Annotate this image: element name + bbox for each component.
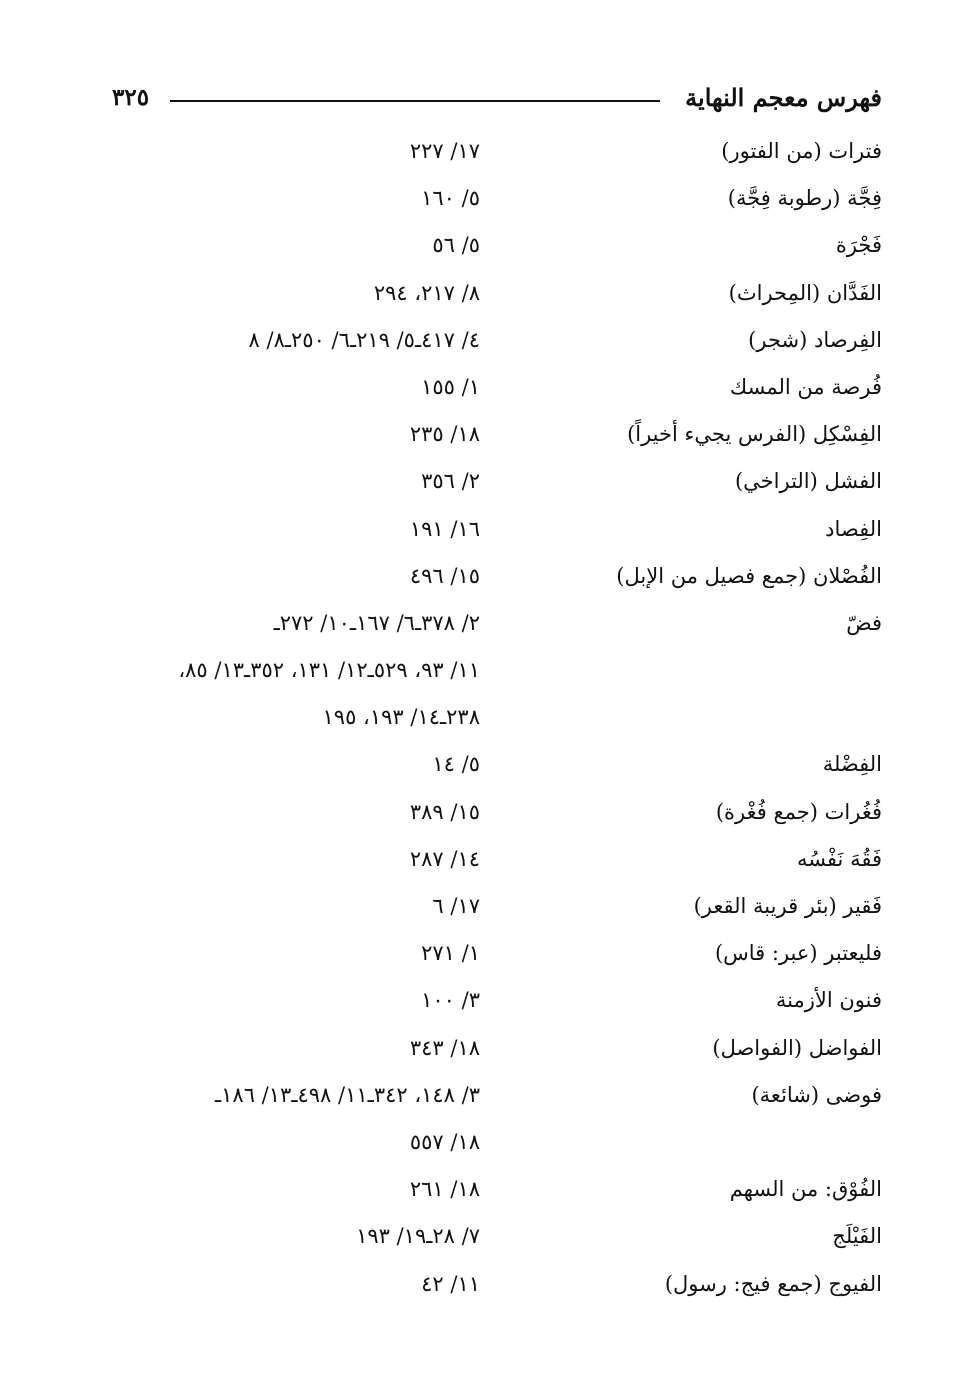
index-entry [90,222,882,269]
index-entry [90,789,882,836]
entry-references: ١٥/ ٣٨٩ [409,799,480,824]
index-entry [90,270,882,317]
index-entry [90,836,882,883]
index-entry [90,883,882,930]
entry-term: الفواضل (الفواصل) [712,1035,882,1060]
entry-references: ١٨/ ٥٥٧ [409,1129,480,1154]
entry-term: الفَدَّان (المِحراث) [728,280,882,305]
index-entry [90,128,882,175]
index-entry [90,1213,882,1260]
entry-references: ١١/ ٤٢ [421,1271,480,1296]
entry-references: ١٤/ ٢٨٧ [409,846,480,871]
entry-term: فَجْرَة [835,233,882,258]
entry-term: فُغُرات (جمع فُغْرة) [715,799,882,824]
entry-term: فُرصة من المسك [729,374,882,399]
running-header [112,78,882,118]
index-entry [90,553,882,600]
header-title: فهرس معجم النهاية [685,83,882,112]
entry-references: ٧/ ٢٨ـ١٩/ ١٩٣ [356,1224,480,1249]
entry-term: الفُصْلان (جمع فصيل من الإبل) [616,563,882,588]
entry-term: فَقير (بئر قريبة القعر) [693,894,882,918]
entry-references: ٨/ ٢١٧، ٢٩٤ [373,280,480,305]
index-entry [90,506,882,553]
index-entry [90,741,882,788]
entry-term: فليعتبر (عبر: قاس) [714,941,882,966]
entry-references: ٤/ ٤١٧ـ٥/ ٢١٩ـ٦/ ٢٥٠ـ٨/ ٨ [248,327,480,352]
entry-term: الفَيْلَج [832,1224,882,1249]
entry-term: الفيوج (جمع فيج: رسول) [664,1271,882,1296]
entry-references: ١٨/ ٣٤٣ [409,1035,480,1060]
index-entry [90,175,882,222]
index-entry [90,411,882,458]
entry-references: ٢/ ٣٥٦ [421,469,480,494]
entry-references: ٢٣٨ـ١٤/ ١٩٣، ١٩٥ [322,705,480,730]
entry-term: الفِضْلة [822,752,882,777]
entry-references: ١٧/ ٢٢٧ [409,139,480,163]
entry-references: ٥/ ٥٦ [432,233,480,258]
index-entry [90,930,882,977]
entry-term: فضّ [846,610,882,635]
entry-references: ١٨/ ٢٦١ [409,1177,480,1202]
entry-references: ٣/ ١٤٨، ٣٤٢ـ١١/ ٤٩٨ـ١٣/ ١٨٦ـ [215,1082,480,1107]
index-entry [90,1166,882,1213]
entry-term: الفِصاد [825,516,882,541]
entry-term: الفُوْق: من السهم [729,1177,882,1202]
entry-references: ١/ ١٥٥ [421,374,480,399]
index-entry [90,1261,882,1308]
index-entry [90,1119,882,1166]
entry-term: الفِسْكِل (الفرس يجيء أخيراً) [627,422,882,447]
entry-references: ١٨/ ٢٣٥ [409,422,480,447]
entry-references: ٢/ ٣٧٨ـ٦/ ١٦٧ـ١٠/ ٢٧٢ـ [273,610,480,635]
index-entry [90,600,882,647]
index-entry [90,977,882,1024]
index-entry [90,1072,882,1119]
index-entry [90,647,882,694]
entry-term: الفشل (التراخي) [734,469,882,494]
entry-references: ٥/ ١٦٠ [421,186,480,211]
page-number: ٣٢٥ [112,84,150,111]
entry-references: ١/ ٢٧١ [421,941,480,966]
index-entries [90,128,882,1308]
entry-term: فَقُهَ نَفْسُه [796,846,882,871]
entry-references: ١٦/ ١٩١ [409,516,480,541]
entry-references: ٥/ ١٤ [432,752,480,777]
entry-references: ١١/ ٩٣، ٥٢٩ـ١٢/ ١٣١، ٣٥٢ـ١٣/ ٨٥، [178,658,480,683]
entry-term: الفِرصاد (شجر) [748,327,882,352]
index-entry [90,364,882,411]
entry-term: فِجَّة (رطوبة فِجَّة) [727,186,882,211]
entry-references: ١٧/ ٦ [432,894,480,918]
entry-term: فوضى (شائعة) [751,1082,882,1107]
entry-references: ٣/ ١٠٠ [421,988,480,1013]
index-entry [90,317,882,364]
index-entry [90,458,882,505]
entry-references: ١٥/ ٤٩٦ [409,563,480,588]
entry-term: فترات (من الفتور) [721,139,882,163]
header-rule [170,100,660,102]
index-entry [90,1025,882,1072]
entry-term: فنون الأزمنة [775,988,882,1013]
index-entry [90,694,882,741]
